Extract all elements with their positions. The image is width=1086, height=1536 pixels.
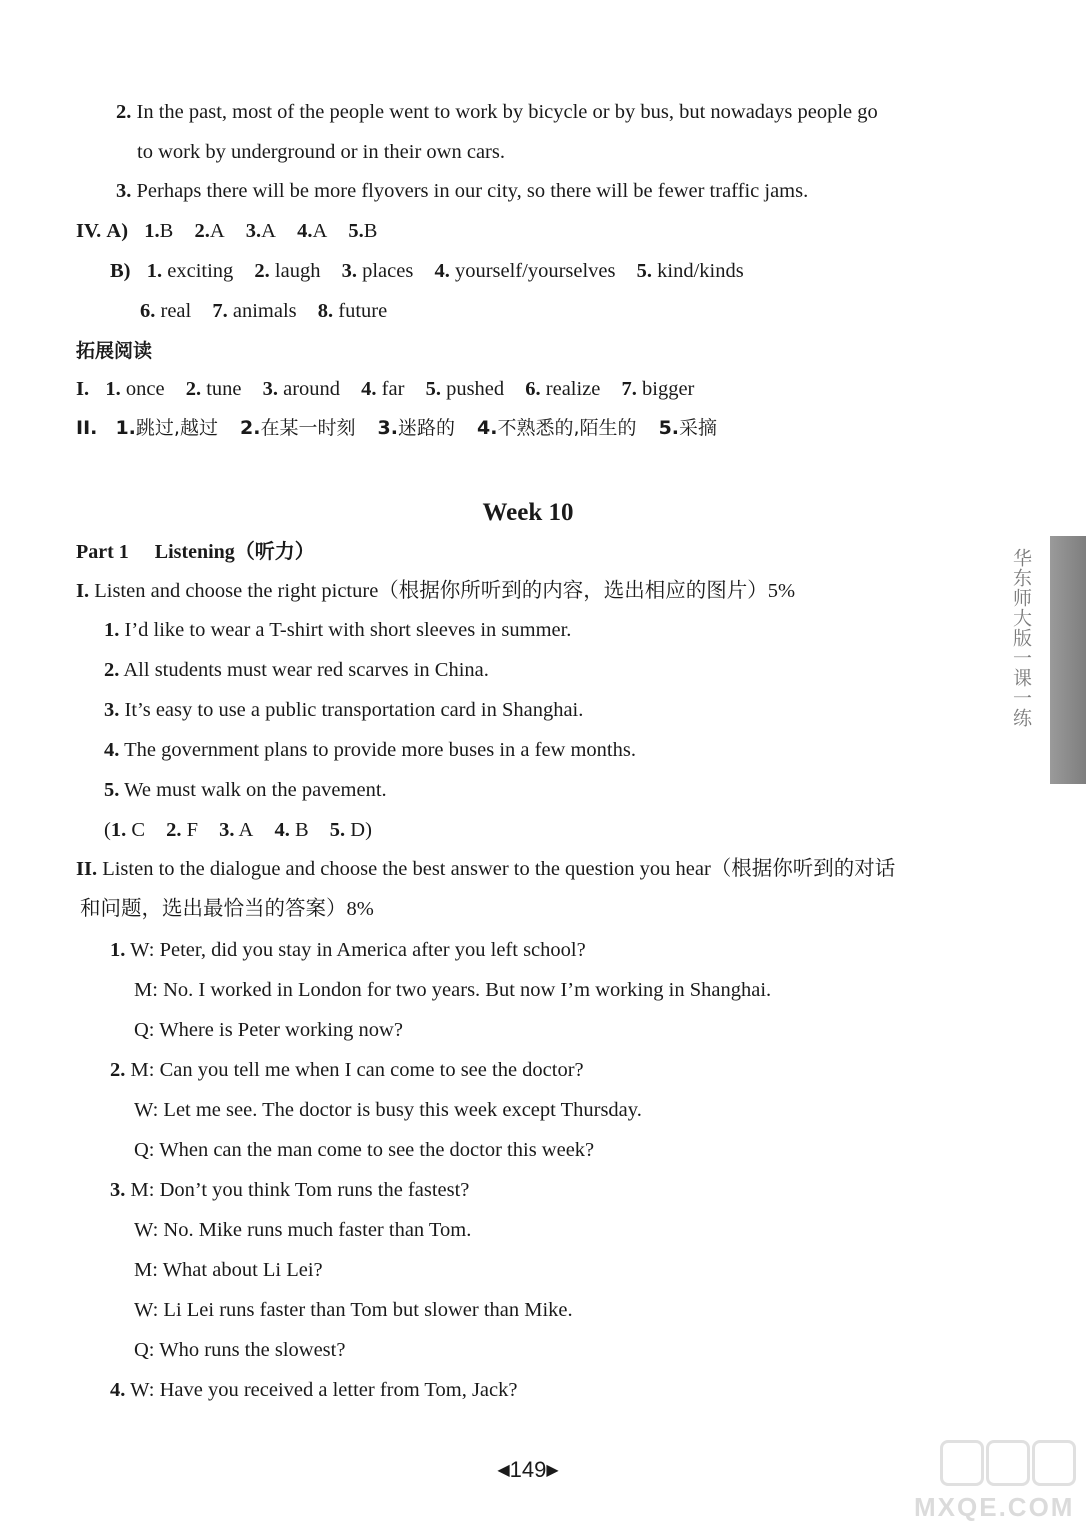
answer-value: D <box>350 819 366 841</box>
section-label: II. <box>76 417 98 439</box>
answer-number: 4. <box>274 819 290 841</box>
answer-number: 1. <box>144 220 160 242</box>
answer-number: 6. <box>525 378 541 400</box>
dialogue-text: Peter, did you stay in America after you left school? <box>159 939 586 961</box>
item-number: 2. <box>104 659 120 681</box>
answer-number: 4. <box>361 378 377 400</box>
item-text: All students must wear red scarves in China. <box>123 659 489 681</box>
answer-number: 5. <box>636 260 652 282</box>
item-number: 3. <box>116 180 132 202</box>
dialogue-line <box>134 1257 323 1283</box>
answer-value: places <box>362 260 414 282</box>
item-text: The government plans to provide more buses in a few months. <box>124 739 636 761</box>
page-right-arrow-icon: ▶ <box>546 1462 559 1479</box>
answer-number: 1. <box>105 378 121 400</box>
answer-value: once <box>125 378 165 400</box>
dialogue-text: What about Li Lei? <box>162 1259 323 1281</box>
part-heading <box>76 539 315 565</box>
week-title: Week 10 <box>482 499 574 526</box>
speaker: W: <box>134 1299 159 1321</box>
item-text: Perhaps there will be more flyovers in our city, so there will be fewer traffic jams. <box>136 180 809 202</box>
dialogue-line <box>134 977 771 1003</box>
answer-number: 1. <box>110 819 127 841</box>
extended-reading-title: 拓展阅读 <box>76 340 153 362</box>
section-iv-b-row1 <box>110 258 744 284</box>
list-item <box>104 617 571 643</box>
item-text: I’d like to wear a T-shirt with short sleeves in summer. <box>124 619 572 641</box>
answer-number: 7. <box>212 300 228 322</box>
speaker: Q: <box>134 1019 155 1041</box>
dialogue-line <box>110 1177 469 1203</box>
answer-line <box>116 178 808 204</box>
watermark-logo <box>900 1432 1080 1530</box>
answer-value: tune <box>206 378 242 400</box>
page-left-arrow-icon: ◀ <box>497 1462 510 1479</box>
answer-number: 5. <box>329 819 346 841</box>
dialogue-text: Don’t you think Tom runs the fastest? <box>159 1179 470 1201</box>
answer-number: 2. <box>194 220 210 242</box>
speaker: M: <box>130 1059 155 1081</box>
answer-value: far <box>381 378 405 400</box>
answer-number: 4. <box>434 260 450 282</box>
dialogue-text: Let me see. The doctor is busy this week except Thursday. <box>163 1099 642 1121</box>
answer-value: animals <box>232 300 297 322</box>
list-item <box>104 777 387 803</box>
answer-number: 2. <box>166 819 182 841</box>
answer-value: kind/kinds <box>657 260 744 282</box>
answer-value: around <box>283 378 341 400</box>
dialogue-text: Have you received a letter from Tom, Jack? <box>159 1379 518 1401</box>
speaker: W: <box>134 1219 159 1241</box>
answer-value: F <box>186 819 199 841</box>
watermark-box-icon <box>1032 1440 1076 1486</box>
answer-number: 2. <box>254 260 270 282</box>
dialogue-text: Who runs the slowest? <box>159 1339 346 1361</box>
answer-number: 2. <box>185 378 202 400</box>
section-iv-b-row2 <box>140 298 387 324</box>
answer-number: 1. <box>115 417 136 439</box>
dialogue-text: Li Lei runs faster than Tom but slower than Mike. <box>163 1299 573 1321</box>
section-label: I. <box>76 580 90 602</box>
subsection-label: B) <box>110 260 131 282</box>
side-tab-text: 华东师大版一课一练 <box>1010 548 1031 728</box>
section-label: IV. <box>76 220 102 242</box>
dialogue-line <box>134 1217 471 1243</box>
page-number <box>0 1456 1056 1485</box>
answer-number: 2. <box>240 417 261 439</box>
side-tab-bar <box>1050 536 1086 784</box>
dialogue-line <box>110 1377 517 1403</box>
speaker: Q: <box>134 1339 155 1361</box>
dialogue-line <box>134 1297 573 1323</box>
page-number-value: 149 <box>509 1457 547 1482</box>
instruction-text: Listen and choose the right picture（根据你所听到的内容，选出相应的图片）5% <box>94 580 796 602</box>
answer-number: 5. <box>425 378 441 400</box>
answer-value: exciting <box>167 260 234 282</box>
answer-value: A <box>261 220 276 242</box>
answer-number: 8. <box>317 300 334 322</box>
answer-value: pushed <box>446 378 505 400</box>
dialogue-number: 3. <box>110 1179 126 1201</box>
listening-ii-instruction <box>76 856 895 882</box>
dialogue-line <box>134 1017 403 1043</box>
part-label: Part 1 <box>76 541 129 563</box>
answer-number: 6. <box>140 300 156 322</box>
answer-value: C <box>131 819 146 841</box>
speaker: M: <box>134 1259 158 1281</box>
answer-number: 4. <box>477 417 498 439</box>
section-label: II. <box>76 858 98 880</box>
dialogue-text: No. Mike runs much faster than Tom. <box>163 1219 472 1241</box>
section-label: I. <box>76 378 90 400</box>
answer-line <box>137 139 505 165</box>
answer-number: 5. <box>348 220 364 242</box>
answer-value: A <box>312 220 328 242</box>
item-number: 2. <box>116 101 132 123</box>
item-number: 1. <box>104 619 120 641</box>
dialogue-text: When can the man come to see the doctor this week? <box>159 1139 595 1161</box>
answer-value: A <box>238 819 254 841</box>
part-title: Listening（听力） <box>154 541 315 563</box>
dialogue-text: Where is Peter working now? <box>159 1019 403 1041</box>
dialogue-number: 2. <box>110 1059 126 1081</box>
speaker: W: <box>130 1379 155 1401</box>
answer-value: real <box>160 300 192 322</box>
answer-number: 3. <box>262 378 278 400</box>
speaker: Q: <box>134 1139 155 1161</box>
answer-value: B <box>363 220 378 242</box>
item-number: 5. <box>104 779 120 801</box>
listening-i-answers <box>104 817 372 843</box>
extended-reading-i <box>76 376 694 402</box>
extended-reading-ii <box>76 415 717 441</box>
answer-value: B <box>159 220 174 242</box>
answer-value: 跳过,越过 <box>135 417 218 439</box>
speaker: M: <box>130 1179 155 1201</box>
item-text: In the past, most of the people went to work by bicycle or by bus, but nowadays people go <box>136 101 878 123</box>
watermark-box-icon <box>940 1440 984 1486</box>
answer-value: laugh <box>274 260 321 282</box>
item-text: It’s easy to use a public transportation card in Shanghai. <box>124 699 584 721</box>
dialogue-number: 4. <box>110 1379 126 1401</box>
answer-close-paren: ) <box>365 819 372 841</box>
dialogue-number: 1. <box>110 939 126 961</box>
dialogue-line <box>110 937 586 963</box>
answer-value: realize <box>545 378 601 400</box>
item-number: 4. <box>104 739 120 761</box>
answer-value: bigger <box>642 378 695 400</box>
dialogue-line <box>110 1057 584 1083</box>
answer-value: yourself/yourselves <box>454 260 616 282</box>
answer-value: 采摘 <box>679 417 718 439</box>
answer-value: B <box>294 819 309 841</box>
item-number: 3. <box>104 699 120 721</box>
dialogue-text: No. I worked in London for two years. But now I’m working in Shanghai. <box>163 979 772 1001</box>
answer-value: 在某一时刻 <box>260 417 356 439</box>
listening-i-instruction <box>76 578 795 604</box>
answer-value: A <box>209 220 225 242</box>
answer-number: 3. <box>219 819 235 841</box>
section-iv-a <box>76 218 377 244</box>
subsection-label: A) <box>106 220 129 242</box>
speaker: W: <box>130 939 155 961</box>
watermark-text: MXQE.COM <box>914 1492 1075 1522</box>
speaker: W: <box>134 1099 159 1121</box>
answer-open-paren: ( <box>104 819 111 841</box>
answer-number: 7. <box>621 378 637 400</box>
speaker: M: <box>134 979 158 1001</box>
item-text: to work by underground or in their own cars. <box>137 141 505 163</box>
answer-number: 1. <box>146 260 163 282</box>
list-item <box>104 657 489 683</box>
answer-value: 不熟悉的,陌生的 <box>497 417 637 439</box>
item-text: We must walk on the pavement. <box>124 779 387 801</box>
instruction-text: Listen to the dialogue and choose the best answer to the question you hear（根据你听到的对话 <box>102 858 896 880</box>
answer-line <box>116 99 878 125</box>
watermark-box-icon <box>986 1440 1030 1486</box>
answer-number: 5. <box>658 417 680 439</box>
answer-value: future <box>338 300 388 322</box>
answer-number: 3. <box>341 260 357 282</box>
dialogue-text: Can you tell me when I can come to see the doctor? <box>159 1059 584 1081</box>
answer-number: 3. <box>245 220 262 242</box>
dialogue-line <box>134 1097 642 1123</box>
list-item <box>104 697 583 723</box>
dialogue-line <box>134 1337 345 1363</box>
listening-ii-instruction-cont: 和问题，选出最恰当的答案）8% <box>80 898 374 920</box>
dialogue-line <box>134 1137 594 1163</box>
answer-number: 4. <box>297 220 313 242</box>
answer-number: 3. <box>377 417 398 439</box>
answer-value: 迷路的 <box>397 417 455 439</box>
list-item <box>104 737 636 763</box>
